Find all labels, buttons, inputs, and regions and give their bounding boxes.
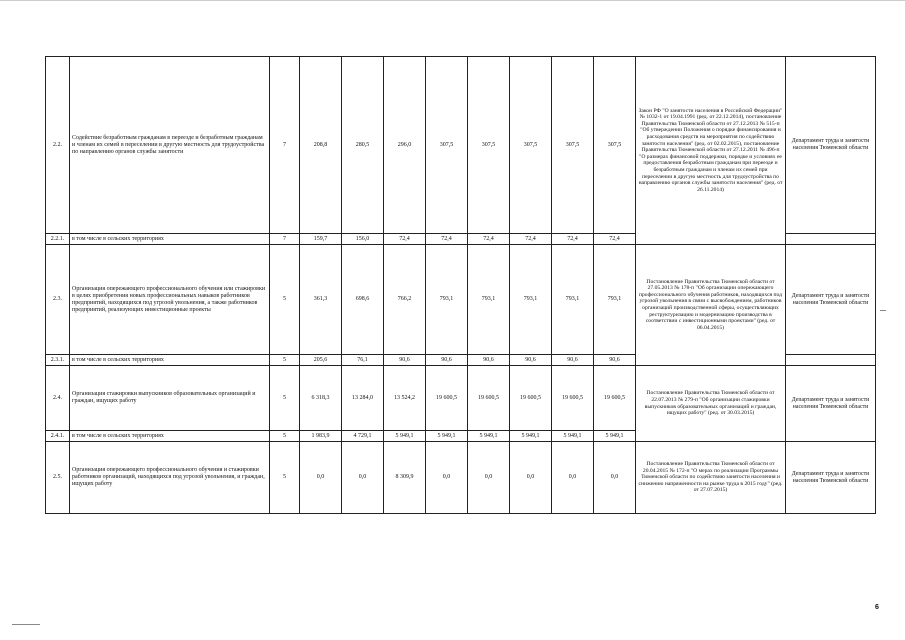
value-cell: 0,0 (342, 442, 384, 514)
value-cell: 307,5 (594, 57, 636, 234)
scan-mark (880, 310, 886, 311)
indicator-code: 5 (270, 431, 300, 442)
value-cell: 307,5 (552, 57, 594, 234)
indicator-code: 5 (270, 355, 300, 366)
scan-mark (12, 624, 40, 625)
value-cell: 13 524,2 (384, 366, 426, 431)
value-cell: 205,6 (300, 355, 342, 366)
responsible-department: Департамент труда и занятости населения Тюменской области (786, 442, 876, 514)
value-cell: 361,3 (300, 245, 342, 355)
value-cell: 6 318,3 (300, 366, 342, 431)
value-cell: 90,6 (510, 355, 552, 366)
value-cell: 5 949,1 (552, 431, 594, 442)
value-cell: 766,2 (384, 245, 426, 355)
program-measures-table (45, 56, 876, 514)
value-cell: 90,6 (594, 355, 636, 366)
row-number: 2.2. (46, 57, 70, 234)
indicator-code: 7 (270, 234, 300, 245)
value-cell: 72,4 (594, 234, 636, 245)
measure-name: в том числе в сельских территориях (70, 355, 270, 366)
row-number: 2.5. (46, 442, 70, 514)
page-number: 6 (875, 604, 879, 611)
value-cell: 19 600,5 (468, 366, 510, 431)
value-cell: 793,1 (426, 245, 468, 355)
scan-top-edge (0, 0, 905, 1)
row-number: 2.2.1. (46, 234, 70, 245)
row-number: 2.4.1. (46, 431, 70, 442)
value-cell: 0,0 (594, 442, 636, 514)
value-cell: 5 949,1 (426, 431, 468, 442)
table-row (46, 366, 876, 431)
value-cell: 307,5 (468, 57, 510, 234)
value-cell: 72,4 (510, 234, 552, 245)
value-cell: 90,6 (468, 355, 510, 366)
value-cell: 698,6 (342, 245, 384, 355)
value-cell: 19 600,5 (594, 366, 636, 431)
responsible-department: Департамент труда и занятости населения Тюменской области (786, 366, 876, 442)
legal-basis: Постановление Правительства Тюменской области от 27.05.2013 № 178-п "Об организации опережающего профессионального обучения работников, находящихся под угрозой увольнения в связи с высвобождением, работников организаций производственной сферы, осуществляющих реструктуризацию и модернизацию производства в соответствии с инвестиционными проектами" (ред. от 06.04.2015) (636, 245, 786, 366)
value-cell: 307,5 (426, 57, 468, 234)
measure-name: в том числе в сельских территориях (70, 234, 270, 245)
row-number: 2.4. (46, 366, 70, 431)
responsible-department (786, 355, 876, 366)
measure-name: Содействие безработным гражданам в переезде и безработным гражданам и членам их семей в переселении в другую местность для трудоустройства по направлению органов службы занятости (70, 57, 270, 234)
responsible-department (786, 234, 876, 245)
row-number: 2.3. (46, 245, 70, 355)
value-cell: 280,5 (342, 57, 384, 234)
value-cell: 76,1 (342, 355, 384, 366)
value-cell: 296,0 (384, 57, 426, 234)
value-cell: 793,1 (510, 245, 552, 355)
indicator-code: 5 (270, 442, 300, 514)
value-cell: 793,1 (468, 245, 510, 355)
table-row (46, 57, 876, 234)
indicator-code: 5 (270, 245, 300, 355)
value-cell: 90,6 (426, 355, 468, 366)
table-row (46, 245, 876, 355)
row-number: 2.3.1. (46, 355, 70, 366)
value-cell: 19 600,5 (552, 366, 594, 431)
legal-basis: Постановление Правительства Тюменской области от 22.07.2013 № 279-п "Об организации стажировки выпускников образовательных организаций и граждан, ищущих работу" (ред. от 30.03.2015) (636, 366, 786, 442)
measure-name: Организация опережающего профессионального обучения и стажировки работников организаций, находящихся под угрозой увольнения, и граждан, ищущих работу (70, 442, 270, 514)
value-cell: 5 949,1 (384, 431, 426, 442)
value-cell: 0,0 (552, 442, 594, 514)
measure-name: Организация стажировки выпускников образовательных организаций и граждан, ищущих работу (70, 366, 270, 431)
value-cell: 72,4 (552, 234, 594, 245)
value-cell: 307,5 (510, 57, 552, 234)
value-cell: 0,0 (510, 442, 552, 514)
value-cell: 72,4 (384, 234, 426, 245)
measure-name: в том числе в сельских территориях (70, 431, 270, 442)
value-cell: 156,0 (342, 234, 384, 245)
value-cell: 0,0 (426, 442, 468, 514)
table-row (46, 442, 876, 514)
value-cell: 19 600,5 (510, 366, 552, 431)
value-cell: 8 309,9 (384, 442, 426, 514)
value-cell: 159,7 (300, 234, 342, 245)
value-cell: 19 600,5 (426, 366, 468, 431)
value-cell: 5 949,1 (468, 431, 510, 442)
responsible-department: Департамент труда и занятости населения Тюменской области (786, 245, 876, 355)
responsible-department: Департамент труда и занятости населения Тюменской области (786, 57, 876, 234)
legal-basis: Постановление Правительства Тюменской области от 20.04.2015 № 172-п "О мерах по реализации Программы Тюменской области по содействию занятости населения и снижению напряженности на рынке труда в 2015 году" (ред. от 27.07.2015) (636, 442, 786, 514)
value-cell: 5 949,1 (594, 431, 636, 442)
value-cell: 72,4 (426, 234, 468, 245)
value-cell: 1 983,9 (300, 431, 342, 442)
indicator-code: 7 (270, 57, 300, 234)
value-cell: 793,1 (594, 245, 636, 355)
value-cell: 208,8 (300, 57, 342, 234)
value-cell: 90,6 (384, 355, 426, 366)
value-cell: 90,6 (552, 355, 594, 366)
indicator-code: 5 (270, 366, 300, 431)
value-cell: 13 284,0 (342, 366, 384, 431)
value-cell: 793,1 (552, 245, 594, 355)
measure-name: Организация опережающего профессионального обучения или стажировки в целях приобретения новых профессиональных навыков работников предприятий, находящихся под угрозой увольнения, а также работников предприятий, реализующих инвестиционные проекты (70, 245, 270, 355)
value-cell: 5 949,1 (510, 431, 552, 442)
value-cell: 0,0 (468, 442, 510, 514)
value-cell: 0,0 (300, 442, 342, 514)
value-cell: 4 729,1 (342, 431, 384, 442)
value-cell: 72,4 (468, 234, 510, 245)
legal-basis: Закон РФ "О занятости населения в Российской Федерации" № 1032-1 от 19.04.1991 (ред. от 22.12.2014), постановление Правительства Тюменской области от 27.12.2013 № 515-п "Об утверждении Положения о порядке финансирования и расходования средств на мероприятия по содействию занятости населения" (ред. от 02.02.2015), постановление Правительства Тюменской области от 27.12.2011 № 496-п "О размерах финансовой поддержки, порядке и условиях ее предоставления безработным гражданам при переезде и безработным гражданам и членам их семей при переселении в другую местность для трудоустройства по направлению органов службы занятости населения" (ред. от 26.11.2014) (636, 57, 786, 245)
